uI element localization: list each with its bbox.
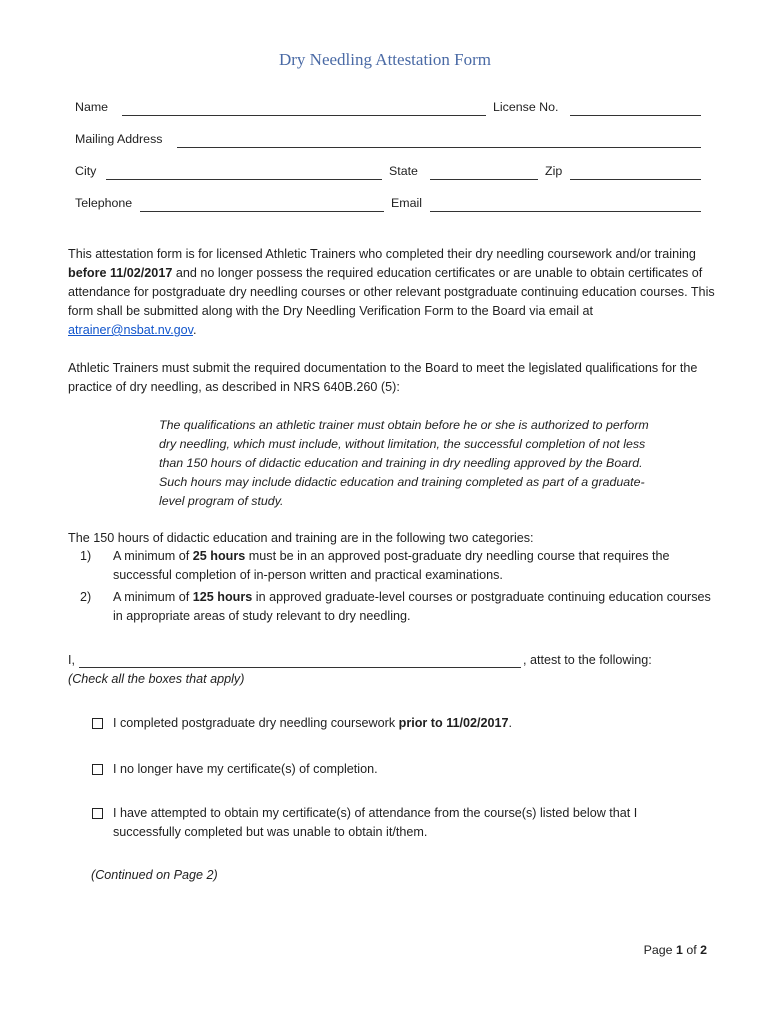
check-instruction: (Check all the boxes that apply) (68, 672, 245, 686)
email-label: Email (391, 196, 422, 210)
intro-text-b: and no longer possess the required education certificates or are unable to obtain certificates of attendance for postgraduate dry needling courses or other relevant postgraduate continuing education courses. This form shall be submitted along with the Dry Needling Verification Form to the Board via email at (68, 266, 715, 318)
intro-text-a: This attestation form is for licensed Athletic Trainers who completed their dry needling coursework and/or training (68, 247, 696, 261)
category-item-2 (80, 588, 720, 626)
checkbox-row-2 (92, 760, 702, 779)
check-text: . (508, 716, 513, 730)
category-item-1 (80, 547, 720, 585)
checkbox-attempted-obtain[interactable] (92, 808, 103, 819)
category-text: in approved graduate-level courses or postgraduate continuing education courses in appropriate areas of study relevant to dry needling. (113, 590, 711, 623)
license-label: License No. (493, 100, 559, 114)
mailing-address-field[interactable] (177, 147, 701, 148)
city-field[interactable] (106, 179, 382, 180)
category-text: must be in an approved post-graduate dry needling course that requires the successful completion of in-person written and practical examinations. (113, 549, 670, 582)
attest-suffix: , attest to the following: (523, 653, 652, 667)
attest-prefix: I, (68, 653, 75, 667)
telephone-label: Telephone (75, 196, 133, 210)
intro-text-c: . (193, 323, 197, 337)
intro-paragraph (68, 245, 718, 340)
city-label: City (75, 164, 97, 178)
page-word: Page (643, 943, 676, 957)
mailing-address-label: Mailing Address (75, 132, 163, 146)
current-page: 1 (675, 943, 683, 957)
check-date: prior to 11/02/2017 (398, 716, 509, 730)
page-number (644, 943, 707, 957)
checkbox-row-3 (92, 804, 702, 842)
category-hours: 125 hours (192, 590, 253, 604)
form-title: Dry Needling Attestation Form (278, 50, 491, 69)
checkbox-label-2: I no longer have my certificate(s) of completion. (113, 762, 378, 776)
categories-lead: The 150 hours of didactic education and training are in the following two categories: (68, 531, 534, 545)
category-hours: 25 hours (192, 549, 246, 563)
zip-field[interactable] (570, 179, 701, 180)
email-field[interactable] (430, 211, 701, 212)
checkbox-label-3: I have attempted to obtain my certificate(s) of attendance from the course(s) listed below that I successfully completed but was unable to obtain it/them. (113, 806, 638, 839)
category-number: 2) (80, 590, 92, 604)
intro-deadline: before 11/02/2017 (68, 266, 173, 280)
board-email-link[interactable]: atrainer@nsbat.nv.gov (68, 323, 194, 337)
name-label: Name (75, 100, 109, 114)
telephone-field[interactable] (140, 211, 384, 212)
categories-list (80, 547, 720, 629)
check-text: I completed postgraduate dry needling coursework (113, 716, 399, 730)
category-text: A minimum of (113, 590, 193, 604)
state-field[interactable] (430, 179, 538, 180)
zip-label: Zip (545, 164, 563, 178)
checkbox-no-certificate[interactable] (92, 764, 103, 775)
continued-note: (Continued on Page 2) (91, 868, 218, 882)
nrs-quote: The qualifications an athletic trainer must obtain before he or she is authorized to perform dry needling, which must include, without limitation, the successful completion of not less than 150 hours of didactic education and training in dry needling approved by the Board. Such hours may include didactic education and training completed as part of a graduate-level program of study. (159, 418, 649, 508)
attester-name-field[interactable] (79, 667, 521, 668)
total-pages: 2 (700, 943, 707, 957)
checkbox-row-1 (92, 714, 702, 733)
of-word: of (682, 943, 701, 957)
checkbox-label-1 (113, 714, 512, 733)
license-field[interactable] (570, 115, 701, 116)
checkbox-coursework-prior[interactable] (92, 718, 103, 729)
state-label: State (389, 164, 418, 178)
category-number: 1) (80, 549, 92, 563)
requirements-paragraph: Athletic Trainers must submit the required documentation to the Board to meet the legislated qualifications for the practice of dry needling, as described in NRS 640B.260 (5): (68, 361, 698, 394)
category-text: A minimum of (113, 549, 193, 563)
name-field[interactable] (122, 115, 486, 116)
